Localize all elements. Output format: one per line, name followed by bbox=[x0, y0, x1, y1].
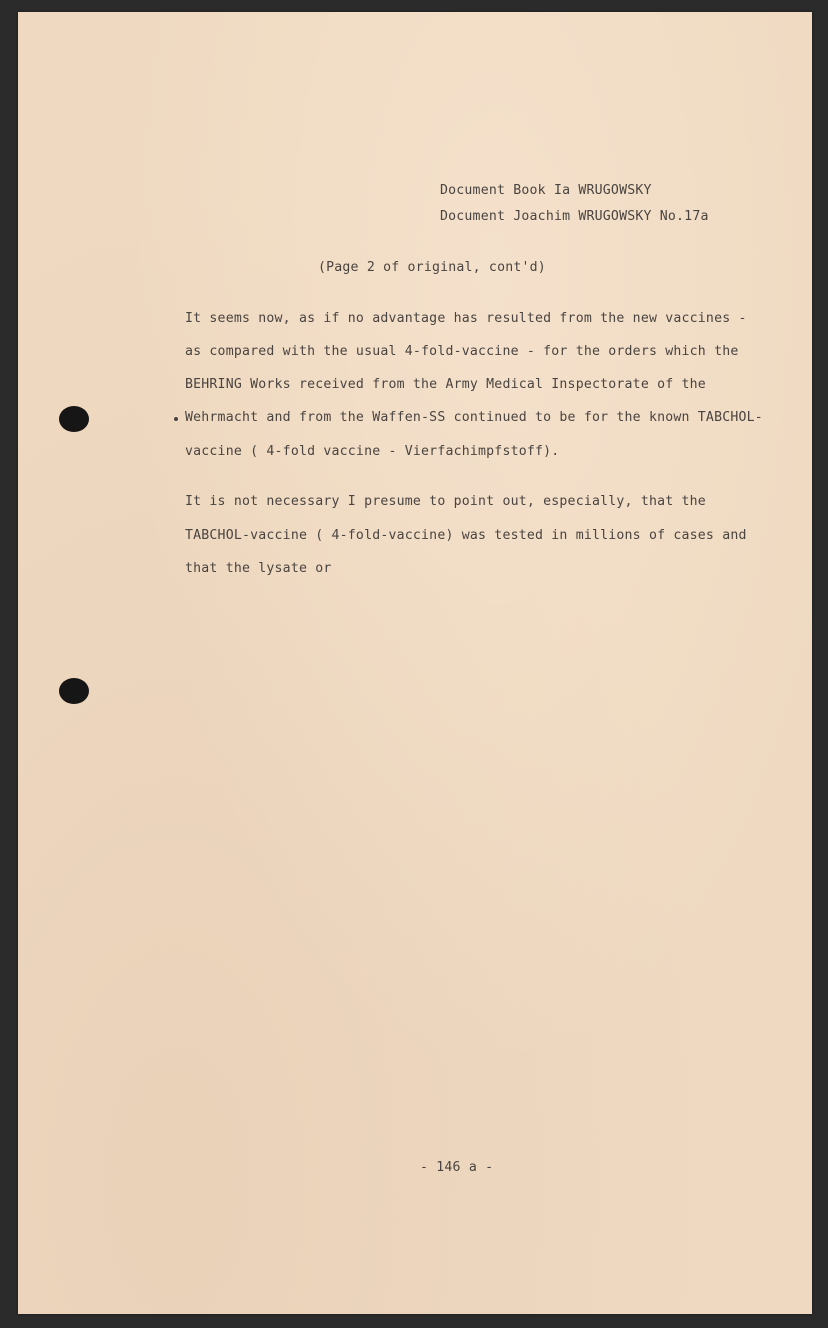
punch-hole-top bbox=[59, 406, 89, 432]
paragraph-1-line-3: BEHRING Works received from the Army Medical Inspectorate of the bbox=[185, 377, 706, 392]
document-book-line: Document Book Ia WRUGOWSKY bbox=[440, 183, 652, 198]
paragraph-2-line-2: TABCHOL-vaccine ( 4-fold-vaccine) was tested in millions of cases and bbox=[185, 528, 747, 543]
page-continuation-note: (Page 2 of original, cont'd) bbox=[318, 260, 546, 275]
margin-mark bbox=[174, 417, 178, 421]
paragraph-1-line-2: as compared with the usual 4-fold-vaccine - for the orders which the bbox=[185, 344, 739, 359]
document-number-line: Document Joachim WRUGOWSKY No.17a bbox=[440, 209, 709, 224]
punch-hole-bottom bbox=[59, 678, 89, 704]
page-number: - 146 a - bbox=[420, 1160, 494, 1175]
paragraph-2-line-3: that the lysate or bbox=[185, 561, 332, 576]
document-page bbox=[18, 12, 812, 1314]
paragraph-1-line-1: It seems now, as if no advantage has resulted from the new vaccines - bbox=[185, 311, 747, 326]
paragraph-2-line-1: It is not necessary I presume to point out, especially, that the bbox=[185, 494, 706, 509]
paragraph-1-line-5: vaccine ( 4-fold vaccine - Vierfachimpfstoff). bbox=[185, 444, 560, 459]
paragraph-1-line-4: Wehrmacht and from the Waffen-SS continued to be for the known TABCHOL- bbox=[185, 410, 763, 425]
